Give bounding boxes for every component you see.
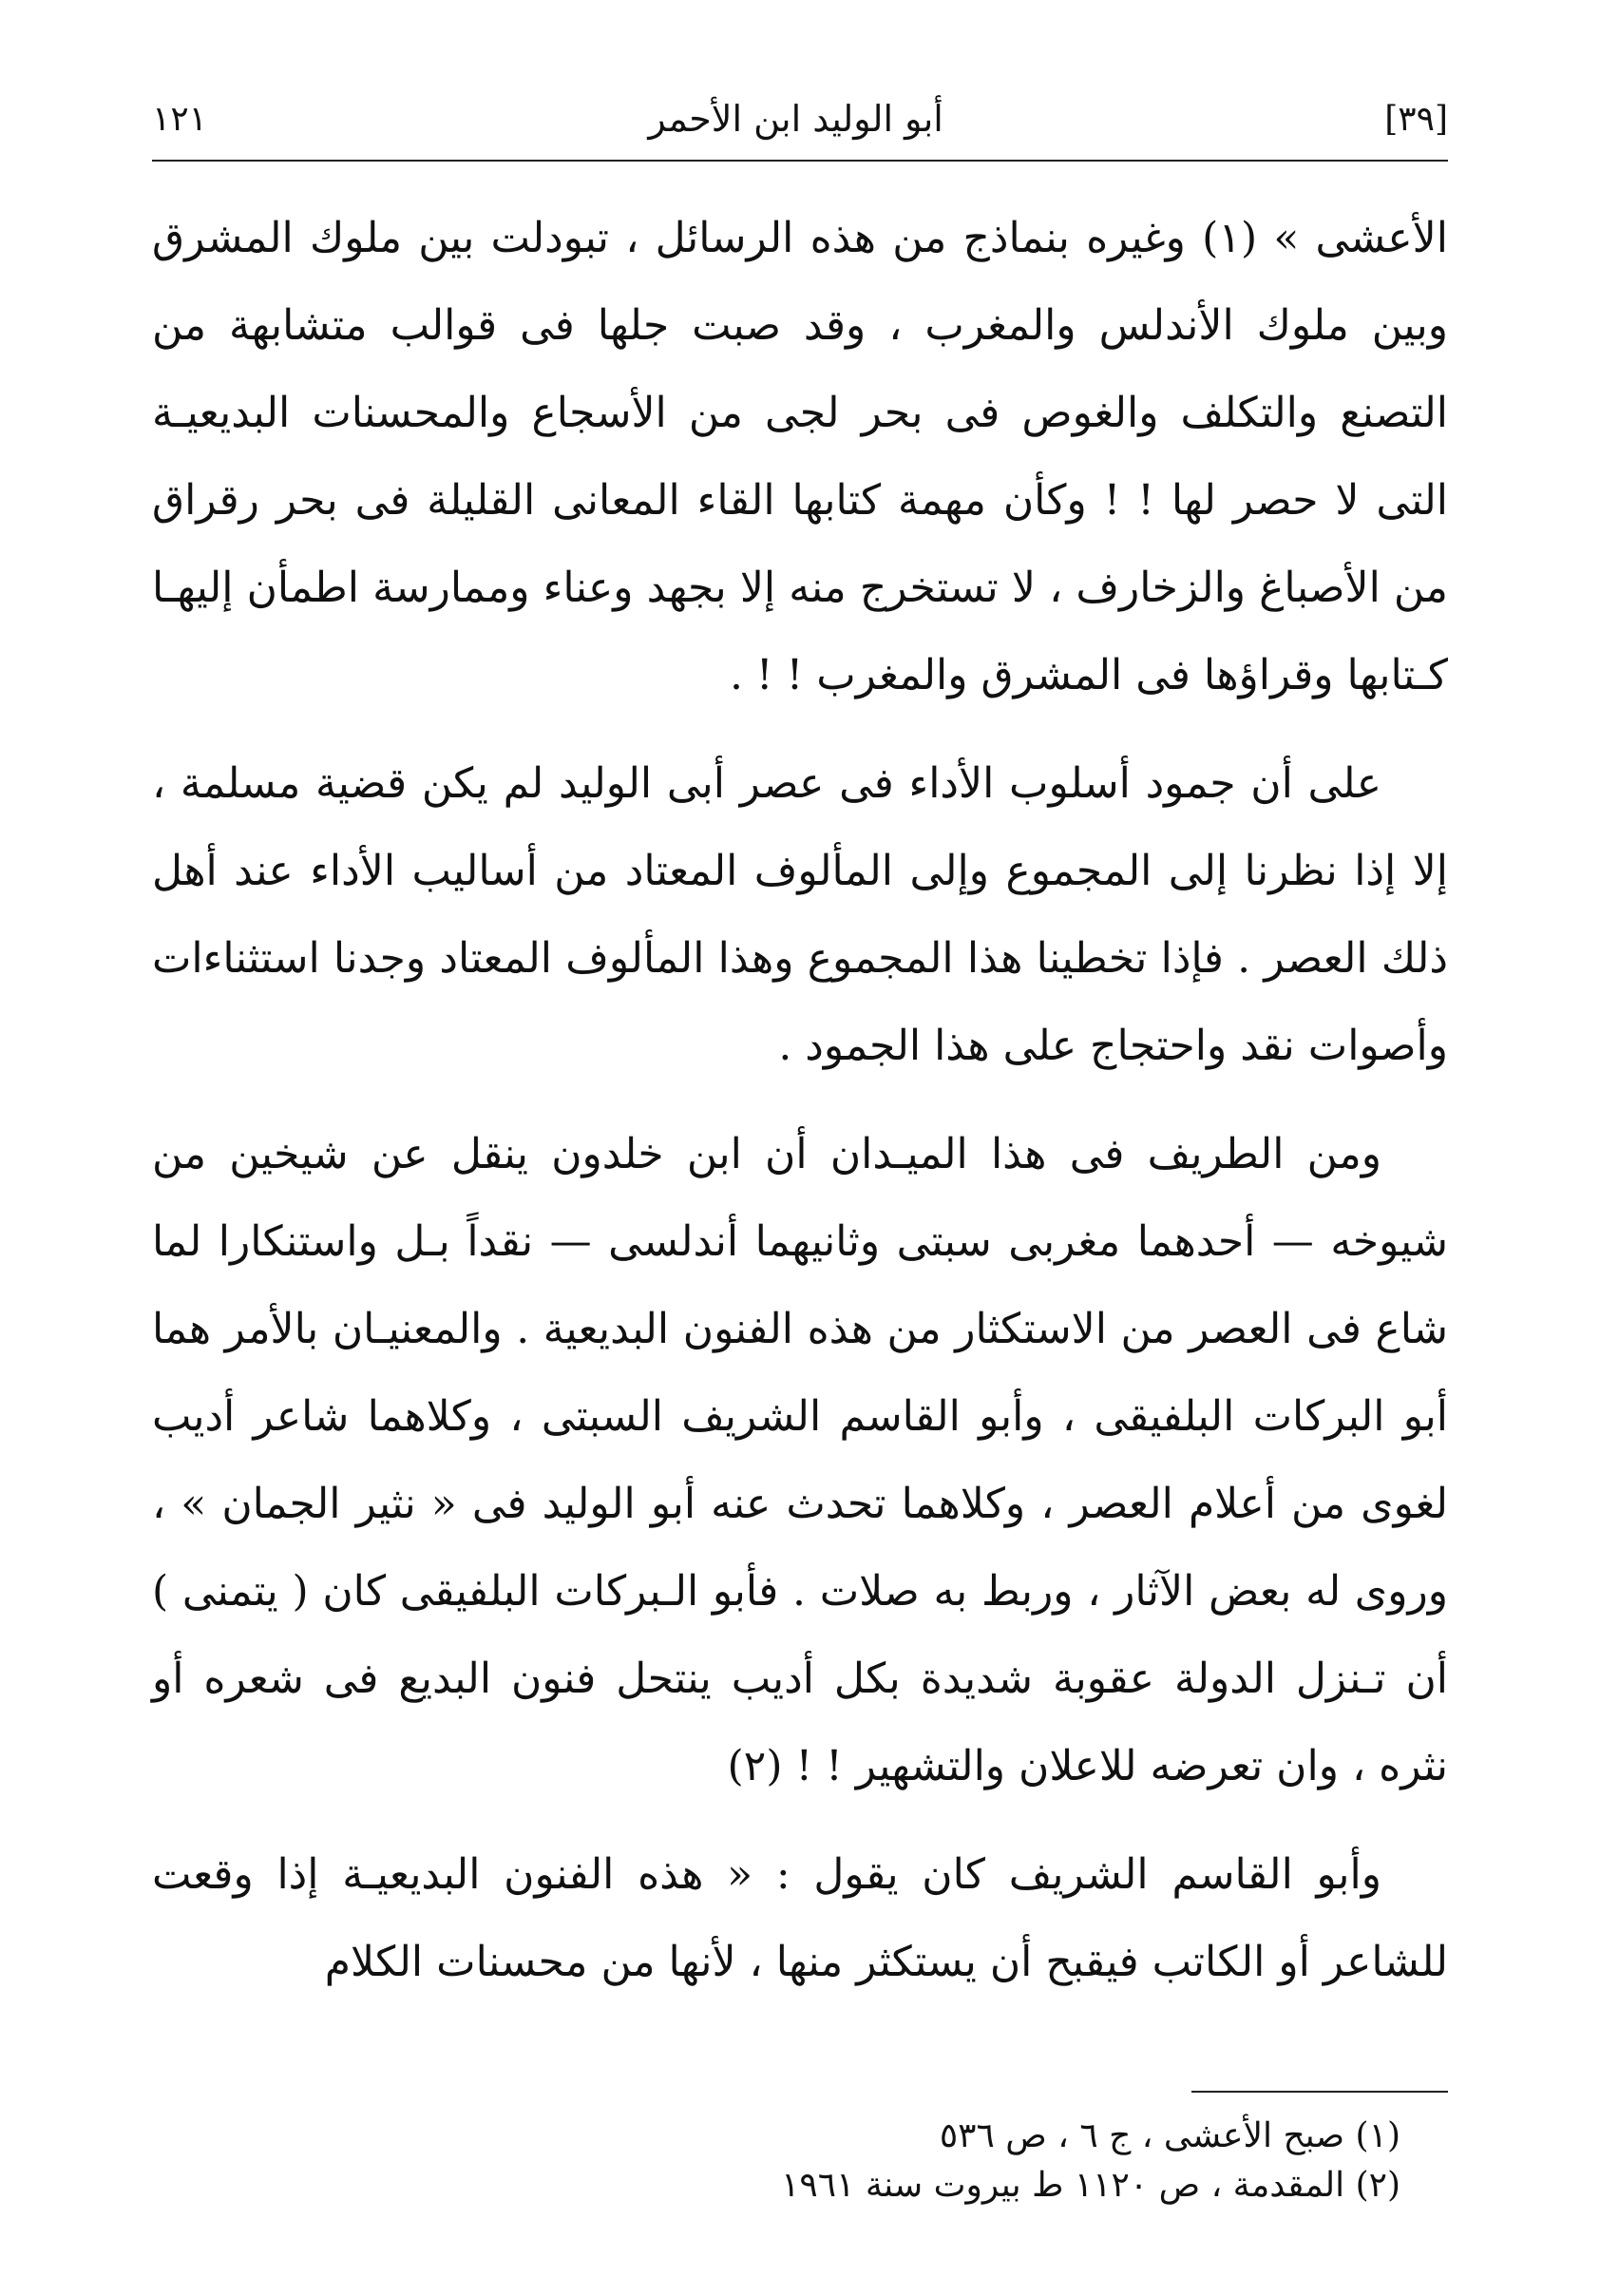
page-header [152,86,1448,162]
footnote-1: (١) صبح الأعشى ، ج ٦ ، ص ٥٣٦ [939,2116,1400,2155]
footnote-divider [1191,2091,1448,2093]
paragraph-4: وأبو القاسم الشريف كان يقول : « هذه الفنون البديعيـة إذا وقعت للشاعر أو الكاتب فيقبح أن يستكثر منها ، لأنها من محسنات الكلام [152,1850,1448,1986]
body-text [152,195,1448,2027]
section-number: [٣٩] [1384,99,1448,139]
footnotes [152,2112,1400,2210]
running-title: أبو الوليد ابن الأحمر [648,98,943,140]
page-number: ١٢١ [152,99,208,139]
paragraph-3: ومن الطريف فى هذا الميـدان أن ابن خلدون ينقل عن شيخين من شيوخه — أحدهما مغربى سبتى وثانيهما أندلسى — نقداً بـل واستنكارا لما شاع فى العصر من الاستكثار من هذه الفنون البديعية . والمعنيـان بالأمر هما أبو البركات البلفيقى ، وأبو القاسم الشريف السبتى ، وكلاهما شاعر أديب لغوى من أعلام العصر ، وكلاهما تحدث عنه أبو الوليد فى « نثير الجمان » ، وروى له بعض الآثار ، وربط به صلات . فأبو الـبركات البلفيقى كان ( يتمنى ) أن تـنزل الدولة عقوبة شديدة بكل أديب ينتحل فنون البديع فى شعره أو نثره ، وان تعرضه للاعلان والتشهير ! ! (٢) [152,1130,1448,1790]
paragraph-1: الأعشى » (١) وغيره بنماذج من هذه الرسائل ، تبودلت بين ملوك المشرق وبين ملوك الأندلس والمغرب ، وقد صبت جلها فى قوالب متشابهة من التصنع والتكلف والغوص فى بحر لجى من الأسجاع والمحسنات البديعيـة التى لا حصر لها ! ! وكأن مهمة كتابها القاء المعانى القليلة فى بحر رقراق من الأصباغ والزخارف ، لا تستخرج منه إلا بجهد وعناء وممارسة اطمأن إليهـا كـتابها وقراؤها فى المشرق والمغرب ! ! . [152,214,1448,699]
paragraph-2: على أن جمود أسلوب الأداء فى عصر أبى الوليد لم يكن قضية مسلمة ، إلا إذا نظرنا إلى المجموع وإلى المألوف المعتاد من أساليب الأداء عند أهل ذلك العصر . فإذا تخطينا هذا المجموع وهذا المألوف المعتاد وجدنا استثناءات وأصوات نقد واحتجاج على هذا الجمود . [152,759,1448,1070]
footnote-2: (٢) المقدمة ، ص ١١٢٠ ط بيروت سنة ١٩٦١ [781,2166,1400,2205]
